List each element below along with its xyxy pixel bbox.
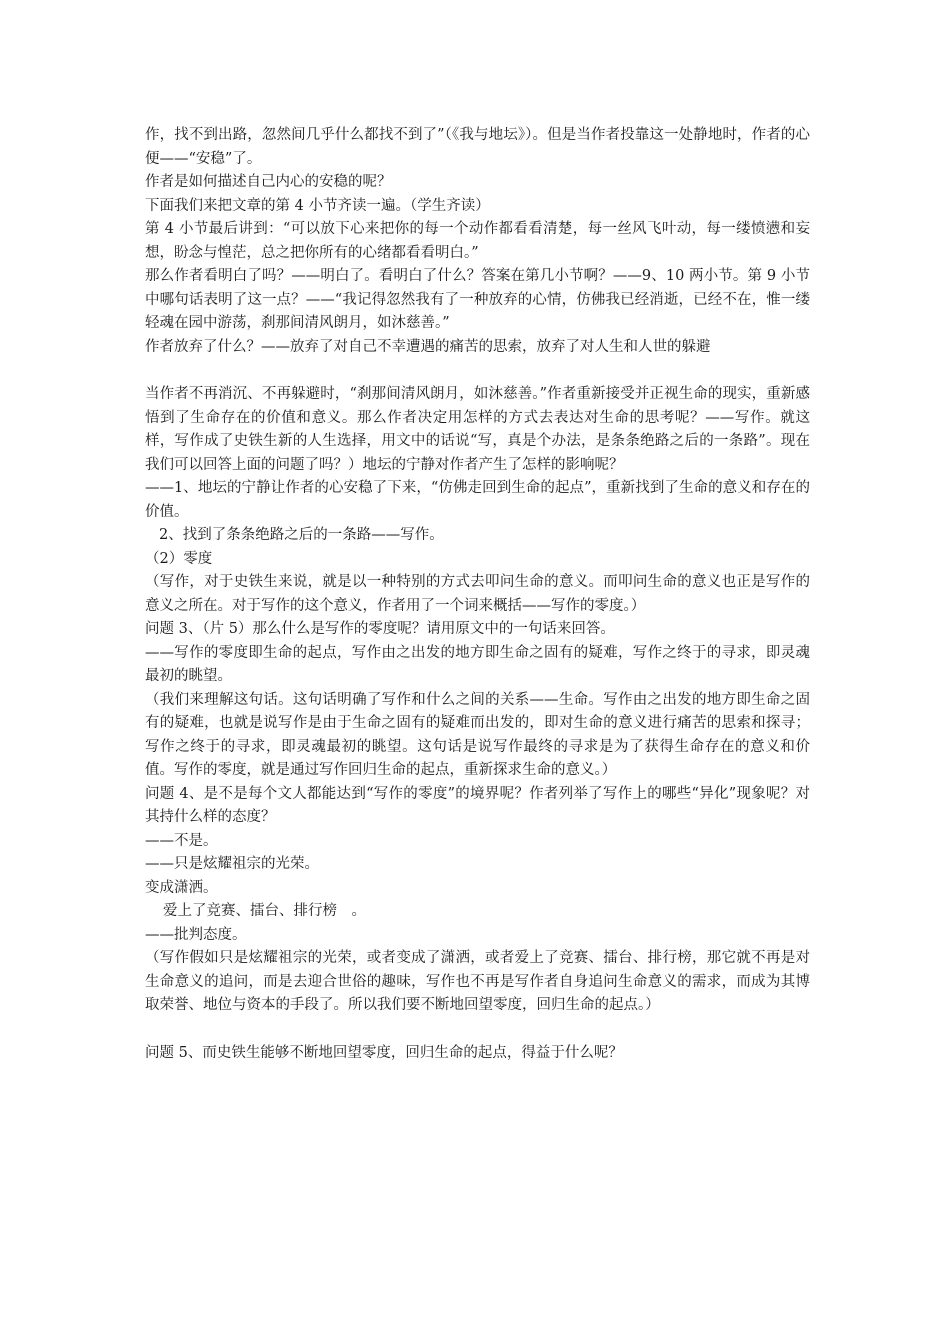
paragraph: 那么作者看明白了吗？——明白了。看明白了什么？答案在第几小节啊？——9、10 两小节。第 9 小节中哪句话表明了这一点？——“我记得忽然我有了一种放弃的心情，仿佛我已经消逝，已经不在，惟一缕轻魂在园中游荡，刹那间清风朗月，如沐慈善。” (145, 268, 810, 331)
paragraph: 2、找到了条条绝路之后的一条路——写作。 (159, 527, 444, 543)
document-page (145, 124, 810, 1065)
paragraph: ——写作的零度即生命的起点，写作由之出发的地方即生命之固有的疑难，写作之终于的寻求，即灵魂最初的眺望。 (145, 644, 810, 684)
paragraph: （写作假如只是炫耀祖宗的光荣，或者变成了潇洒，或者爱上了竞赛、擂台、排行榜，那它就不再是对生命意义的追问，而是去迎合世俗的趣味，写作也不再是写作者自身追问生命意义的需求，而成为其博取荣誉、地位与资本的手段了。所以我们要不断地回望零度，回归生命的起点。） (145, 950, 810, 1013)
paragraph: 作者放弃了什么？——放弃了对自己不幸遭遇的痛苦的思索，放弃了对人生和人世的躲避 (145, 338, 711, 355)
paragraph: （写作，对于史铁生来说，就是以一种特别的方式去叩问生命的意义。而叩问生命的意义也正是写作的意义之所在。对于写作的这个意义，作者用了一个词来概括——写作的零度。） (145, 574, 810, 614)
paragraph: ——不是。 (145, 832, 218, 849)
paragraph: 问题 5、而史铁生能够不断地回望零度，回归生命的起点，得益于什么呢？ (145, 1044, 623, 1061)
paragraph: 第 4 小节最后讲到：“可以放下心来把你的每一个动作都看看清楚，每一丝风飞叶动，每一缕愤懑和妄想，盼念与惶茫，总之把你所有的心绪都看看明白。” (145, 221, 810, 261)
paragraph: 作，找不到出路，忽然间几乎什么都找不到了”（《我与地坛》）。但是当作者投靠这一处静地时，作者的心便——“安稳”了。 (145, 127, 810, 167)
paragraph: 当作者不再消沉、不再躲避时，“刹那间清风朗月，如沐慈善。”作者重新接受并正视生命的现实，重新感悟到了生命存在的价值和意义。那么作者决定用怎样的方式去表达对生命的思考呢？——写作。就这样，写作成了史铁生新的人生选择，用文中的话说“写，真是个办法，是条条绝路之后的一条路”。现在我们可以回答上面的问题了吗？）地坛的宁静对作者产生了怎样的影响呢？ (145, 386, 810, 473)
paragraph: ——批判态度。 (145, 926, 247, 943)
paragraph: 问题 4、是不是每个文人都能达到“写作的零度”的境界呢？作者列举了写作上的哪些“异化”现象呢？对其持什么样的态度？ (145, 785, 810, 825)
paragraph: 变成潇洒。 (145, 879, 218, 896)
paragraph: ——只是炫耀祖宗的光荣。 (145, 856, 319, 872)
paragraph: 爱上了竞赛、擂台、排行榜 。 (163, 903, 366, 919)
paragraph: 作者是如何描述自己内心的安稳的呢？ (145, 174, 392, 190)
paragraph: 问题 3、（片 5）那么什么是写作的零度呢？请用原文中的一句话来回答。 (145, 621, 615, 637)
paragraph: （2）零度 (145, 550, 213, 567)
paragraph: 下面我们来把文章的第 4 小节齐读一遍。（学生齐读） (145, 197, 490, 214)
paragraph: ——1、地坛的宁静让作者的心安稳了下来，“仿佛走回到生命的起点”，重新找到了生命的意义和存在的价值。 (145, 480, 810, 520)
paragraph: （我们来理解这句话。这句话明确了写作和什么之间的关系——生命。写作由之出发的地方即生命之固有的疑难，也就是说写作是由于生命之固有的疑难而出发的，即对生命的意义进行痛苦的思索和探寻；写作之终于的寻求，即灵魂最初的眺望。这句话是说写作最终的寻求是为了获得生命存在的意义和价值。写作的零度，就是通过写作回归生命的起点，重新探求生命的意义。） (145, 691, 810, 778)
